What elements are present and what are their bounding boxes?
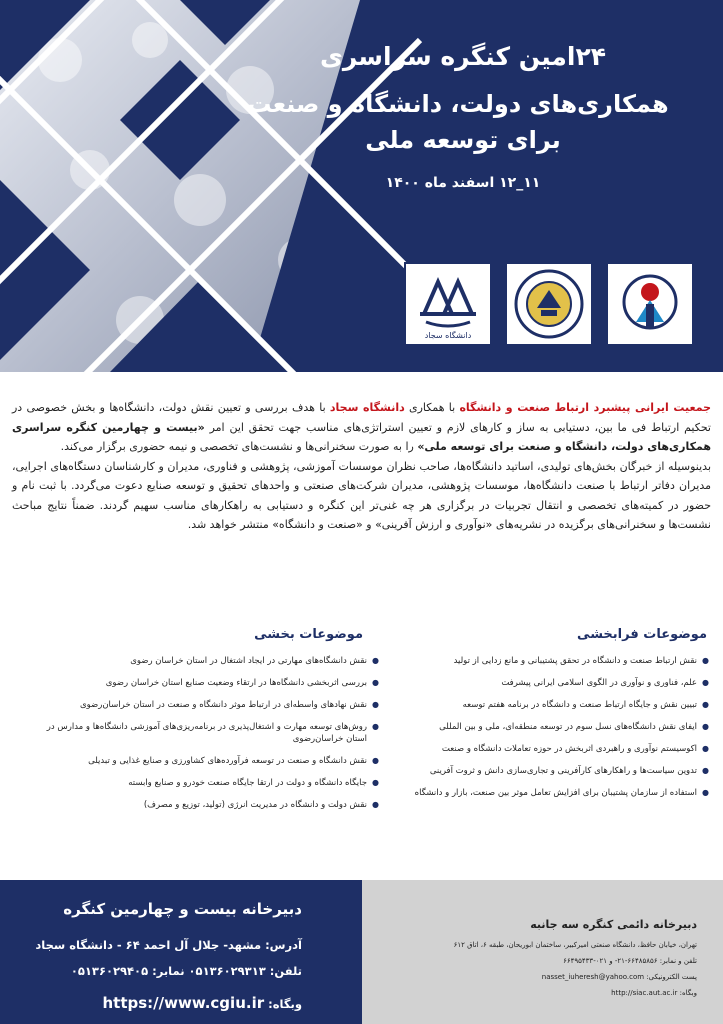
intro-text: جمعیت ایرانی پیشبرد ارتباط صنعت و دانشگاه با همکاری دانشگاه سجاد با هدف بررسی و تعیین نقش دولت، دانشگاه‌ها و بخش خصوصی در تحکیم ارتباط فی ما بین، دستیابی به ساز و کارهای لازم و تعیین استراتژی‌های مناسب جهت تحقق این امر «بیست و چهارمین کنگره سراسری همکاری‌های دولت، دانشگاه و صنعت برای توسعه ملی» را به صورت سخنرانی‌ها و نشست‌های تخصصی و نیمه حضوری برگزار می‌کند. بدینوسیله از خبرگان بخش‌های تولیدی، اساتید دانشگاه‌ها، صاحب نظران موسسات آموزشی، پژوهشی و فناوری، مدیران و کارشناسان دستگاه‌های اجرایی، مدیران دفاتر ارتباط با صنعت دانشگاه‌ها، موسسات پژوهشی، مدیران شرکت‌های صنعتی و واحدهای تحقیق و توسعه صنایع دعوت می‌گردد. با ثبت نام و حضور در کمیته‌های تخصصی و انتقال تجربیات در برگزاری هر چه غنی‌تر این کنگره و دستیابی به راهکارهای مناسب سهیم گردند. ضمناً نتایج مباحث نشست‌ها و سخنرانی‌های برگزیده در نشریه‌های «نوآوری و ارزش آفرینی» و «صنعت و دانشگاه» منتشر خواهد شد. [12, 398, 711, 535]
list-item: ● نقش دانشگاه‌های مهارتی در ایجاد اشتغال در استان خراسان رضوی [39, 655, 379, 667]
organizer-name: جمعیت ایرانی پیشبرد ارتباط صنعت و دانشگاه [459, 401, 711, 414]
permanent-title: دبیرخانه دائمی کنگره سه جانبه [530, 918, 697, 931]
website-link[interactable]: https://www.cgiu.ir [102, 994, 265, 1012]
list-item: ● استفاده از سازمان پشتیبان برای افزایش تعامل موثر بین صنعت، بازار و دانشگاه [409, 787, 709, 799]
list-item: ● نقش ارتباط صنعت و دانشگاه در تحقق پشتیبانی و مانع زدایی از تولید [409, 655, 709, 667]
list-item: ● روش‌های توسعه مهارت و اشتغال‌پذیری در برنامه‌ریزی‌های آموزشی دانشگاه‌ها و مدارس در استان خراسان‌رضوی [39, 721, 379, 745]
permanent-phone: تلفن و نمابر: ۶۶۴۸۵۸۵۶-۲۱- و ۰۲۱-۶۶۴۹۵۴۳۳ [563, 957, 697, 965]
cross-sector-topics-list [409, 655, 709, 809]
list-item: ● اکوسیستم نوآوری و راهبردی اثربخش در حوزه تعاملات دانشگاه و صنعت [409, 743, 709, 755]
secretariat-phone: تلفن: ۰۵۱۳۶۰۲۹۳۱۳ نمابر: ۰۵۱۳۶۰۲۹۴۰۵ [70, 964, 302, 978]
title-line2: همکاری‌های دولت، دانشگاه و صنعت [247, 90, 669, 118]
list-item: ● نقش دولت و دانشگاه در مدیریت انرژی (تولید، توزیع و مصرف) [39, 799, 379, 811]
logo-caption: دانشگاه سجاد [424, 331, 472, 340]
cross-sector-topics-title: موضوعات فرابخشی [577, 627, 707, 642]
event-dates: ۱۱_۱۲ اسفند ماه ۱۴۰۰ [385, 175, 541, 191]
permanent-address: تهران، خیابان حافظ، دانشگاه صنعتی امیرکبیر، ساختمان ابوریحان، طبقه ۶، اتاق ۶۱۲ [453, 941, 697, 949]
sajjad-university-logo [404, 262, 492, 346]
secretariat-panel [0, 880, 362, 1024]
intro-paragraph-2: بدینوسیله از خبرگان بخش‌های تولیدی، اساتید دانشگاه‌ها، صاحب نظران موسسات آموزشی، پژوهشی و فناوری، مدیران و کارشناسان دستگاه‌های اجرایی، مدیران دفاتر ارتباط با صنعت دانشگاه‌ها، موسسات پژوهشی، مدیران شرکت‌های صنعتی و واحدهای تحقیق و توسعه صنایع دعوت می‌گردد. با ثبت نام و حضور در کمیته‌های تخصصی و انتقال تجربیات در برگزاری هر چه غنی‌تر این کنگره و دستیابی به راهکارهای مناسب سهیم گردند. ضمناً نتایج مباحث نشست‌ها و سخنرانی‌های برگزیده در نشریه‌های «نوآوری و ارزش آفرینی» و «صنعت و دانشگاه» منتشر خواهد شد. [12, 459, 711, 531]
title-line3: برای توسعه ملی [365, 126, 561, 154]
secretariat-title: دبیرخانه بیست و چهارمین کنگره [63, 900, 302, 918]
list-item: ● تدوین سیاست‌ها و راهکارهای کارآفرینی و تجاری‌سازی دانش و ثروت آفرینی [409, 765, 709, 777]
list-item: ● بررسی اثربخشی دانشگاه‌ها در ارتقاء وضعیت صنایع استان خراسان رضوی [39, 677, 379, 689]
secretariat-website: وبگاه: https://www.cgiu.ir [102, 994, 302, 1012]
list-item: ● جایگاه دانشگاه و دولت در ارتقا جایگاه صنعت خودرو و صنایع وابسته [39, 777, 379, 789]
sector-topics-title: موضوعات بخشی [254, 627, 363, 642]
title-line1: ۲۴امین کنگره سراسری [319, 42, 607, 71]
secretariat-address: آدرس: مشهد- جلال آل احمد ۶۴ - دانشگاه سجاد [35, 938, 302, 952]
society-seal-logo [505, 262, 593, 346]
list-item: ● ایفای نقش دانشگاه‌های نسل سوم در توسعه منطقه‌ای، ملی و بین المللی [409, 721, 709, 733]
permanent-email[interactable]: پست الکترونیکی: nasset_iuheresh@yahoo.com [541, 973, 697, 981]
list-item: ● نقش نهادهای واسطه‌ای در ارتباط موثر دانشگاه و صنعت در استان خراسان‌رضوی [39, 699, 379, 711]
hero-banner [0, 0, 723, 372]
list-item: ● علم، فناوری و نوآوری در الگوی اسلامی ایرانی پیشرفت [409, 677, 709, 689]
permanent-secretariat-panel [362, 880, 723, 1024]
industry-university-logo [606, 262, 694, 346]
list-item: ● تبیین نقش و جایگاه ارتباط صنعت و دانشگاه در برنامه هفتم توسعه [409, 699, 709, 711]
list-item: ● نقش دانشگاه و صنعت در توسعه فرآورده‌های کشاورزی و صنایع غذایی و تبدیلی [39, 755, 379, 767]
sector-topics-list [39, 655, 379, 821]
congress-name: «بیست و چهارمین کنگره سراسری همکاری‌های دولت، دانشگاه و صنعت برای توسعه ملی» [12, 420, 711, 453]
host-university: دانشگاه سجاد [329, 401, 405, 414]
permanent-website[interactable]: وبگاه: http://siac.aut.ac.ir [611, 989, 697, 997]
